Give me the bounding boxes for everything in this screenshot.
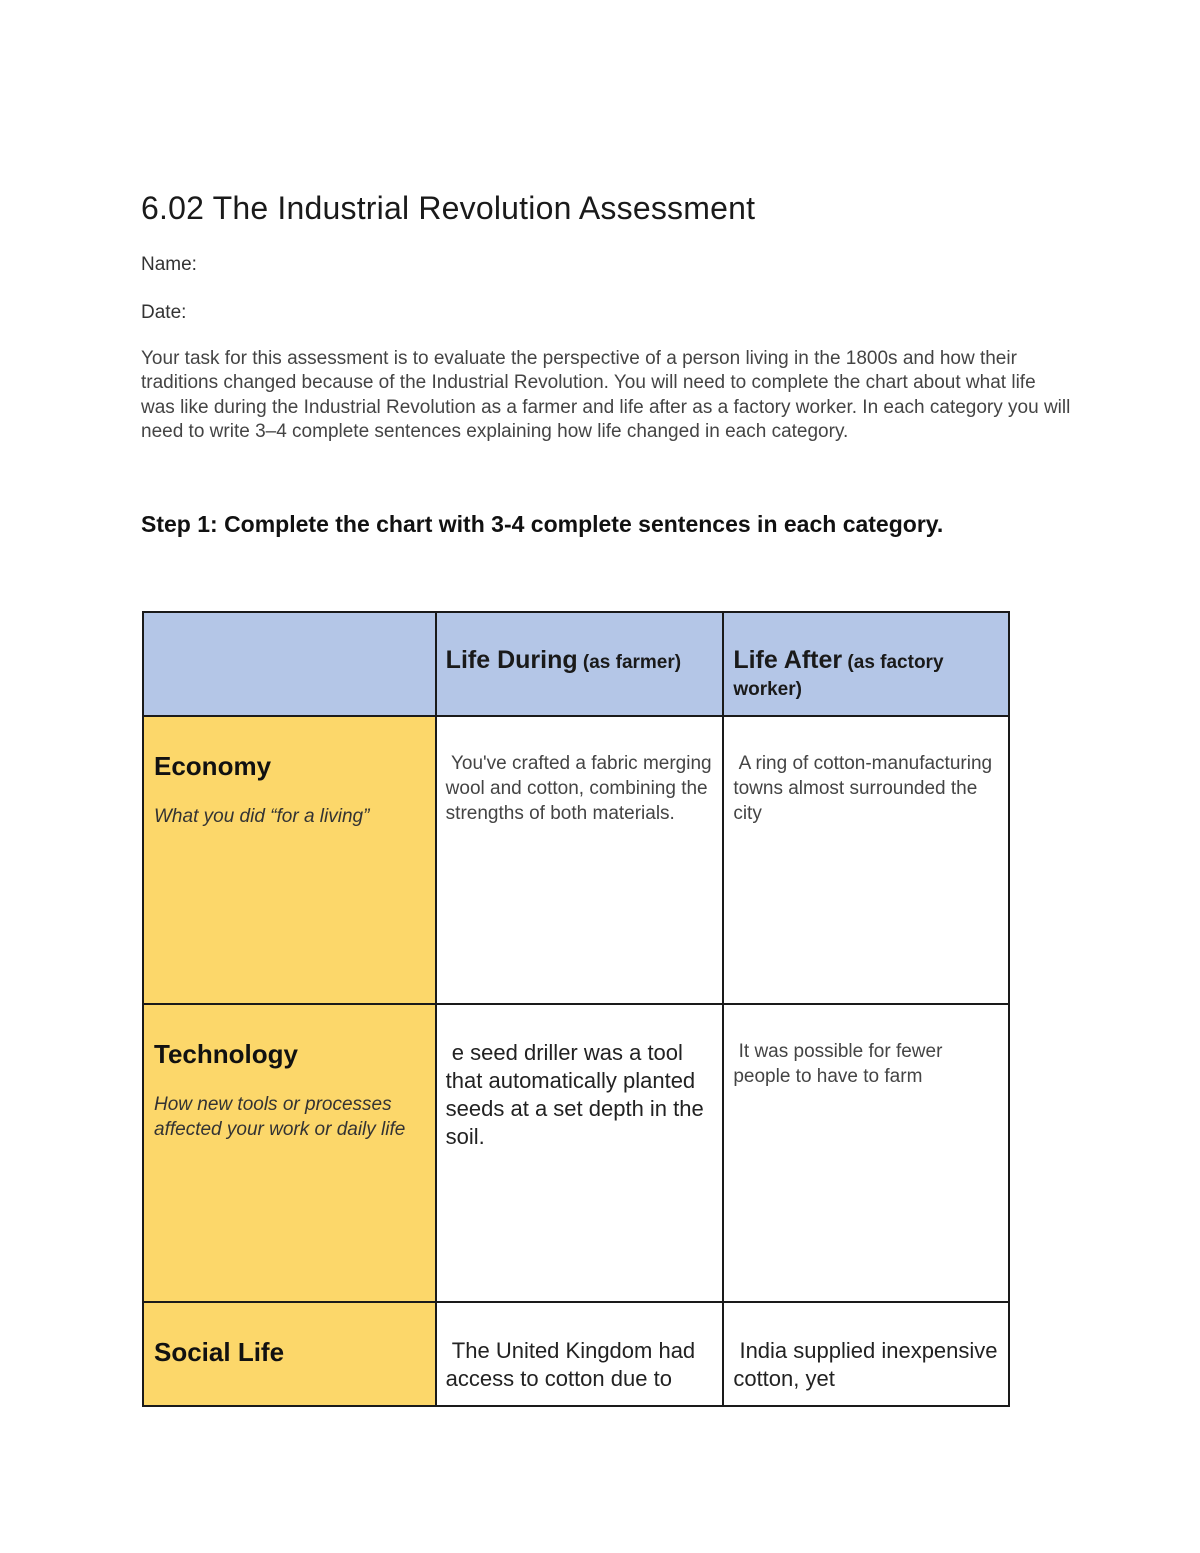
- category-description: What you did “for a living”: [154, 806, 370, 827]
- answer-cell-social-life-after[interactable]: [723, 1302, 1009, 1406]
- category-title: Economy: [154, 751, 272, 781]
- answer-text: e seed driller was a tool that automatically planted seeds at a set depth in the soil.: [445, 1040, 710, 1149]
- header-life-after-title: Life After: [733, 646, 843, 674]
- answer-cell-technology-during[interactable]: [436, 1004, 724, 1302]
- header-life-after-subtitle: (as factory worker): [733, 652, 944, 700]
- step-heading: Step 1: Complete the chart with 3-4 complete sentences in each category.: [141, 511, 944, 537]
- chart-header-row: [143, 612, 1009, 716]
- document-title: 6.02 The Industrial Revolution Assessment: [141, 190, 756, 226]
- category-description: How new tools or processes affected your work or daily life: [154, 1094, 406, 1140]
- category-cell-technology: [143, 1004, 436, 1302]
- header-empty-cell: [143, 612, 436, 716]
- header-life-after: [723, 612, 1009, 716]
- answer-cell-technology-after[interactable]: [723, 1004, 1009, 1302]
- header-life-during: [436, 612, 724, 716]
- header-life-during-subtitle: (as farmer): [577, 652, 682, 673]
- chart-row-social-life: [143, 1302, 1009, 1406]
- header-life-during-title: Life During: [445, 646, 578, 674]
- answer-text: India supplied inexpensive cotton, yet: [733, 1338, 1004, 1391]
- name-label: Name:: [141, 254, 197, 275]
- category-cell-social-life: [143, 1302, 436, 1406]
- chart-row-technology: [143, 1004, 1009, 1302]
- answer-text: It was possible for fewer people to have to farm: [733, 1041, 948, 1087]
- category-title: Technology: [154, 1039, 298, 1069]
- answer-cell-economy-during[interactable]: [436, 716, 724, 1004]
- chart-row-economy: [143, 716, 1009, 1004]
- answer-text: You've crafted a fabric merging wool and cotton, combining the strengths of both materials.: [445, 753, 717, 824]
- answer-cell-economy-after[interactable]: [723, 716, 1009, 1004]
- date-label: Date:: [141, 302, 187, 323]
- category-description: [144, 1368, 435, 1390]
- category-cell-economy: [143, 716, 436, 1004]
- instructions-paragraph: Your task for this assessment is to evaluate the perspective of a person living in the 1800s and how their traditions changed because of the Industrial Revolution. You will need to complete the chart about what life was like during the Industrial Revolution as a farmer and life after as a factory worker. In each category you will need to write 3–4 complete sentences explaining how life changed in each category.: [141, 348, 1071, 442]
- assessment-chart: [142, 611, 1010, 1407]
- answer-cell-social-life-during[interactable]: [436, 1302, 724, 1406]
- answer-text: The United Kingdom had access to cotton due to: [445, 1338, 702, 1391]
- answer-text: A ring of cotton-manufacturing towns almost surrounded the city: [733, 753, 998, 824]
- category-title: Social Life: [154, 1337, 285, 1367]
